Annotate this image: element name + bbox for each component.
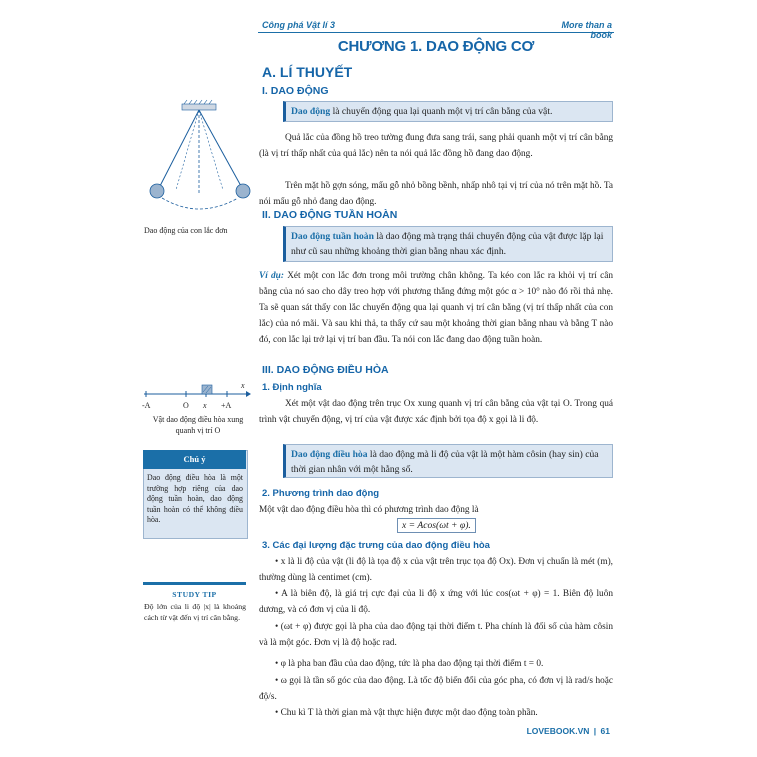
bullet-li-do: • x là li độ của vật (li độ là tọa độ x của vật trên trục tọa độ Ox). Đơn vị chuẩn là mét (m), thường dùng là centimet (cm).	[259, 557, 613, 583]
example-text: Xét một con lắc đơn trong môi trường chân không. Ta kéo con lắc ra khỏi vị trí cân bằng của nó sao cho dây treo hợp với phương thẳng đứng một góc α > 10° nào đó rồi thả nhẹ. Ta sẽ quan sát thấy con lắc chuyển động qua lại quanh vị trí cân bằng (vị trí thấp nhất của con lắc) của nó mãi. Và sau khi thả, ta thấy cứ sau một khoảng thời gian bằng nhau và bằng T nào đó, con lắc lại trở lại vị trí ban đầu. Ta nói con lắc đang dao động tuần hoàn.	[259, 271, 613, 345]
definition-text: là chuyển động qua lại quanh một vị trí cân bằng của vật.	[332, 106, 553, 117]
note-text: Dao động điều hòa là một trường hợp riêng của dao động tuần hoàn, dao động tuần hoàn có thể không điều hòa.	[147, 473, 243, 524]
definition-text: là dao động mà li độ của vật là một hàm côsin (hay sin) của thời gian nhân với một hằng số.	[291, 449, 599, 475]
section-1-paragraph-2: Trên mặt hồ gợn sóng, mẩu gỗ nhỏ bồng bềnh, nhấp nhô tại vị trí của nó trên mặt hồ. Ta nói mẩu gỗ nhỏ đang dao động.	[259, 181, 613, 207]
section-1-title: I. DAO ĐỘNG	[262, 85, 329, 97]
pendulum-bob-right	[236, 184, 250, 198]
axis-label-o: O	[183, 401, 189, 410]
oscillating-body	[202, 385, 212, 394]
definition-box-tuan-hoan	[283, 226, 613, 262]
example-paragraph	[259, 268, 613, 348]
definition-term: Dao động tuần hoàn	[291, 231, 374, 242]
bullet-pha-ban-dau: • φ là pha ban đầu của dao động, tức là pha dao động tại thời điểm t = 0.	[275, 659, 544, 669]
book-tagline: More than a book	[561, 20, 612, 40]
pendulum-bob-left	[150, 184, 164, 198]
bullet-chu-ki: • Chu kì T là thời gian mà vật thực hiện được một dao động toàn phần.	[275, 708, 538, 718]
bullet-pha: • (ωt + φ) được gọi là pha của dao động tại thời điểm t. Pha chính là đối số của hàm côsin và là một góc. Đơn vị là độ hoặc rad.	[259, 622, 613, 648]
axis-caption: Vật dao động điều hòa xung quanh vị trí O	[152, 415, 244, 435]
study-tip-title: STUDY TIP	[172, 590, 217, 599]
axis-label-plus-a: +A	[221, 401, 232, 410]
axis-label-minus-a: -A	[142, 401, 151, 410]
axis-arrow	[246, 391, 251, 397]
pendulum-diagram	[140, 98, 260, 218]
page-footer: LOVEBOOK.VN | 61	[526, 726, 610, 736]
section-1-paragraph-1: Quả lắc của đồng hồ treo tường đung đưa sang trái, sang phải quanh một vị trí cân bằng (là vị trí thấp nhất của quả lắc) nên ta nói quả lắc đồng hồ đang dao động.	[259, 133, 613, 159]
pendulum-caption: Dao động của con lắc đơn	[144, 226, 228, 235]
part-title: A. LÍ THUYẾT	[262, 64, 353, 80]
bullet-bien-do: • A là biên độ, là giá trị cực đại của li độ x ứng với lúc cos(ωt + φ) = 1. Biên độ luôn dương, và có đơn vị của li độ.	[259, 589, 613, 615]
definition-term: Dao động điều hòa	[291, 449, 368, 460]
axis-label-x: x	[241, 381, 245, 390]
subsection-quantities-title: 3. Các đại lượng đặc trưng của dao động điều hòa	[262, 540, 490, 551]
section-2-title: II. DAO ĐỘNG TUẦN HOÀN	[262, 209, 398, 221]
header-rule	[258, 32, 614, 33]
chapter-title: CHƯƠNG 1. DAO ĐỘNG CƠ	[337, 38, 535, 55]
definition-text: là dao động mà trạng thái chuyển động của vật được lặp lại như cũ sau những khoảng thời gian bằng nhau xác định.	[291, 231, 604, 257]
note-title: Chú ý	[143, 450, 246, 469]
footer-site: LOVEBOOK.VN	[526, 726, 590, 736]
section-3-paragraph: Xét một vật dao động trên trục Ox xung quanh vị trí cân bằng của vật tại O. Trong quá trình vật chuyển động, vị trí của vật được xác định bởi tọa độ x gọi là li độ.	[259, 399, 613, 425]
equation-intro: Một vật dao động điều hòa thì có phương trình dao động là	[259, 505, 479, 515]
example-label: Ví dụ:	[259, 271, 284, 281]
pendulum-string-right	[199, 110, 241, 186]
definition-term: Dao động	[291, 106, 331, 117]
definition-box-dao-dong	[283, 101, 613, 122]
definition-box-dieu-hoa	[283, 444, 613, 478]
subsection-equation-title: 2. Phương trình dao động	[262, 488, 380, 499]
axis-label-x-position: x	[203, 401, 207, 410]
oscillation-equation: x = Acos(ωt + φ).	[397, 518, 476, 533]
bullet-tan-so-goc: • ω gọi là tần số góc của dao động. Là tốc độ biến đổi của góc pha, có đơn vị là rad/s hoặc độ/s.	[259, 676, 613, 702]
study-tip-text: Độ lớn của li độ |x| là khoảng cách từ vật đến vị trí cân bằng.	[144, 602, 246, 622]
book-title: Công phá Vật lí 3	[262, 20, 336, 30]
oscillation-axis-diagram	[140, 378, 252, 410]
subsection-definition-title: 1. Định nghĩa	[262, 382, 322, 393]
page-number: 61	[600, 726, 610, 736]
pendulum-support	[182, 104, 216, 110]
pendulum-arc	[162, 198, 238, 209]
section-3-title: III. DAO ĐỘNG ĐIỀU HÒA	[262, 364, 389, 376]
study-tip-bar	[143, 582, 246, 585]
pendulum-string-left	[160, 110, 199, 186]
